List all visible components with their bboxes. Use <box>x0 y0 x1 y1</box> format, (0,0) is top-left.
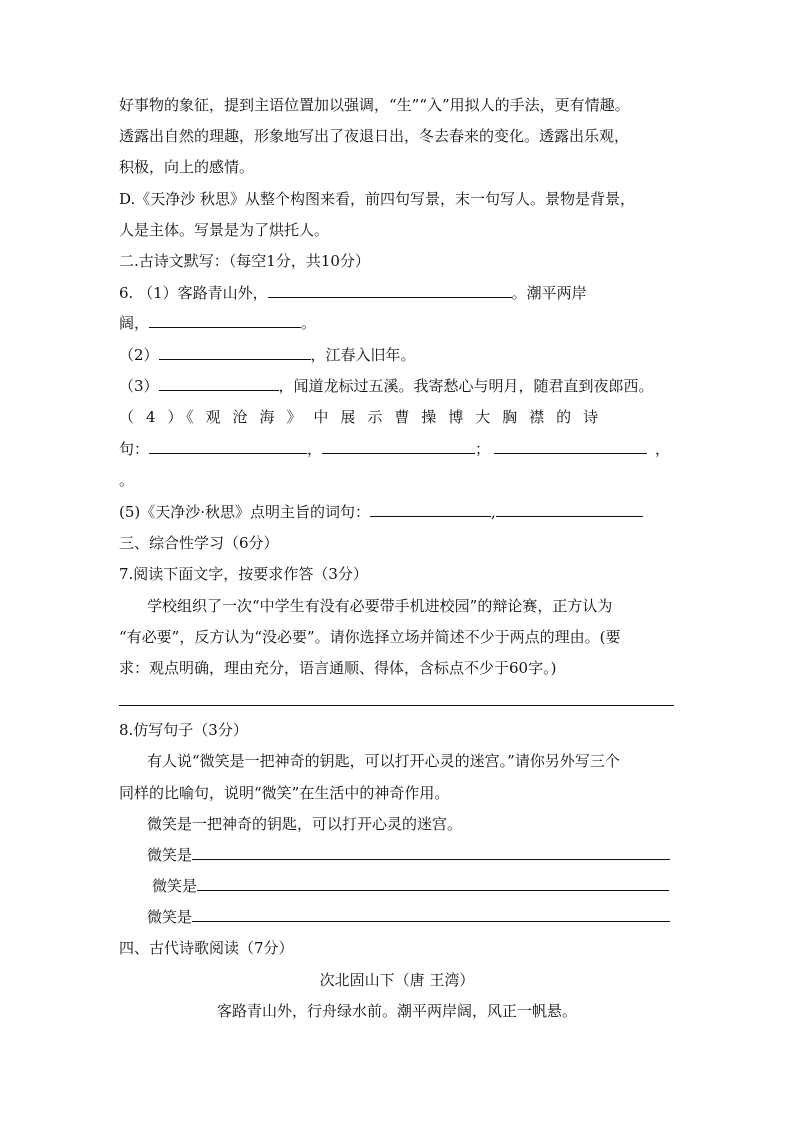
imitation-prefix: 微笑是 <box>147 908 193 926</box>
question-6-3-num: （3） <box>119 377 159 395</box>
fill-blank-6-2[interactable] <box>159 345 311 360</box>
question-8-para: 同样的比喻句，说明“微笑”在生活中的神奇作用。 <box>119 784 450 802</box>
answer-option-d: D.《天净沙 秋思》从整个构图来看，前四句写景，末一句写人。景物是背景， <box>119 190 636 208</box>
imitation-line-3 <box>147 907 670 927</box>
fill-blank-6-5b[interactable] <box>496 502 643 517</box>
answer-line-7[interactable] <box>119 705 674 706</box>
question-6-1-prompt-2: 阔， <box>119 314 150 332</box>
question-7-para: 求：观点明确，理由充分，语言通顺、得体，含标点不少于60字。) <box>119 659 557 677</box>
question-6-4-label: 句： <box>119 440 150 458</box>
imitation-prefix: 微笑是 <box>152 877 198 895</box>
imitation-blank-3[interactable] <box>192 907 670 922</box>
semicolon: ； <box>475 440 491 458</box>
section-heading-3: 三、综合性学习（6分） <box>119 534 279 552</box>
question-6-3 <box>119 376 654 396</box>
question-6-1-cont: 。潮平两岸 <box>511 284 587 302</box>
answer-text-line: 透露出自然的理趣，形象地写出了夜退日出，冬去春来的变化。透露出乐观， <box>119 127 630 145</box>
fill-blank-6-1b[interactable] <box>149 313 301 328</box>
answer-text-line: 积极，向上的感情。 <box>119 158 255 176</box>
question-6-2-text: ，江春入旧年。 <box>310 346 416 364</box>
poem-title: 次北固山下（唐 王湾） <box>319 971 475 989</box>
fill-blank-6-3[interactable] <box>159 376 279 391</box>
answer-text-line: 好事物的象征，提到主语位置加以强调，“生”“入”用拟人的手法，更有情趣。 <box>119 96 630 114</box>
question-6-line-2 <box>119 313 316 333</box>
comma: , <box>491 503 496 521</box>
comma: ， <box>655 440 671 458</box>
fill-blank-6-1a[interactable] <box>268 283 512 298</box>
fill-blank-6-5a[interactable] <box>370 502 491 517</box>
question-7-para: 学校组织了一次“中学生有没有必要带手机进校园”的辩论赛，正方认为 <box>147 597 613 615</box>
poem-line: 客路青山外，行舟绿水前。潮平两岸阔，风正一帆悬。 <box>216 1002 577 1020</box>
section-heading-4: 四、古代诗歌阅读（7分） <box>119 939 294 957</box>
fill-blank-6-4b[interactable] <box>322 439 475 454</box>
section-heading-2: 二.古诗文默写：（每空1分，共10分） <box>119 252 370 270</box>
imitation-line-1 <box>147 845 670 865</box>
fill-blank-6-4a[interactable] <box>149 439 307 454</box>
question-6-4: （ 4 ）《 观 沧 海 》 中 展 示 曹 操 博 大 胸 襟 的 诗 <box>119 408 602 426</box>
comma: ， <box>307 440 323 458</box>
imitation-prefix: 微笑是 <box>147 846 193 864</box>
question-6-line-1 <box>119 283 674 303</box>
question-8-title: 8.仿写句子（3分） <box>119 721 248 739</box>
question-6-4-answers <box>119 439 670 459</box>
imitation-line-2 <box>152 876 669 896</box>
question-6-5-prompt: (5)《天净沙·秋思》点明主旨的词句： <box>119 503 371 521</box>
question-6-1-prompt: 6. （1）客路青山外， <box>119 284 268 302</box>
fill-blank-6-4c[interactable] <box>494 439 647 454</box>
question-6-5 <box>119 502 643 522</box>
question-7-title: 7.阅读下面文字，按要求作答（3分） <box>119 565 368 583</box>
question-6-1-end: 。 <box>301 314 317 332</box>
question-7-para: “有必要”，反方认为“没必要”。请你选择立场并简述不少于两点的理由。(要 <box>119 628 621 646</box>
question-6-4-end: 。 <box>119 471 135 489</box>
question-8-para: 有人说“微笑是一把神奇的钥匙，可以打开心灵的迷宫。”请你另外写三个 <box>147 752 620 770</box>
imitation-blank-1[interactable] <box>192 845 670 860</box>
question-6-3-text: ，闻道龙标过五溪。我寄愁心与明月，随君直到夜郎西。 <box>278 377 654 395</box>
question-6-2 <box>119 345 416 365</box>
imitation-blank-2[interactable] <box>197 876 669 891</box>
answer-text-line: 人是主体。写景是为了烘托人。 <box>119 221 330 239</box>
question-6-2-num: （2） <box>119 346 159 364</box>
question-8-example: 微笑是一把神奇的钥匙，可以打开心灵的迷宫。 <box>147 815 463 833</box>
